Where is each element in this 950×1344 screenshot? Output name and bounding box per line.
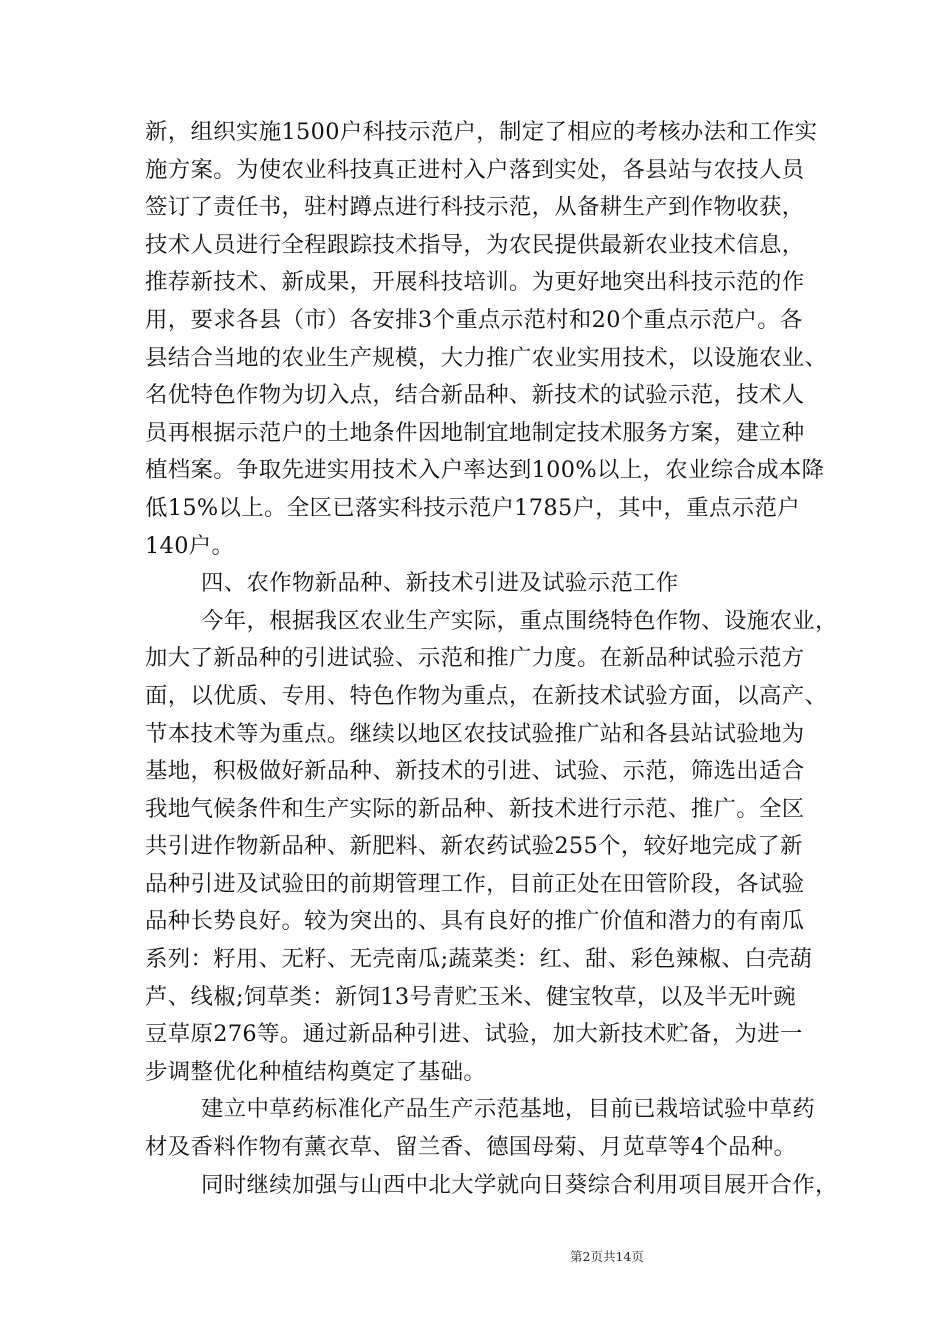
paragraph-start-line: 同时继续加强与山西中北大学就向日葵综合利用项目展开合作， [201,1171,838,1198]
text-line: 推荐新技术、新成果，开展科技培训。为更好地突出科技示范的作 [145,269,805,296]
text-line: 员再根据示范户的土地条件因地制宜地制定技术服务方案，建立种 [145,419,805,446]
text-line: 新，组织实施1500户科技示范户，制定了相应的考核办法和工作实 [145,119,818,145]
page-number-footer: 第2页共14页 [570,1249,644,1264]
text-line: 节本技术等为重点。继续以地区农技试验推广站和各县站试验地为 [145,720,805,747]
text-line: 品种引进及试验田的前期管理工作，目前正处在田管阶段，各试验 [145,870,805,897]
text-line: 材及香料作物有薰衣草、留兰香、德国母菊、月苋草等4个品种。 [145,1134,797,1161]
text-line: 签订了责任书，驻村蹲点进行科技示范，从备耕生产到作物收获， [145,194,805,221]
text-line: 县结合当地的农业生产规模，大力推广农业实用技术，以设施农业、 [145,344,828,371]
text-line: 技术人员进行全程跟踪技术指导，为农民提供最新农业技术信息， [145,231,805,258]
section-heading: 四、农作物新品种、新技术引进及试验示范工作 [201,570,679,597]
paragraph-start-line: 建立中草药标准化产品生产示范基地，目前已栽培试验中草药 [201,1096,815,1123]
body-text [145,114,838,1204]
text-line: 豆草原276等。通过新品种引进、试验，加大新技术贮备，为进一 [145,1021,803,1048]
text-line: 名优特色作物为切入点，结合新品种、新技术的试验示范，技术人 [145,382,805,409]
text-line: 加大了新品种的引进试验、示范和推广力度。在新品种试验示范方 [145,645,805,672]
text-line: 品种长势良好。较为突出的、具有良好的推广价值和潜力的有南瓜 [145,908,805,935]
text-line: 低15%以上。全区已落实科技示范户1785户，其中，重点示范户 [145,494,800,521]
text-line: 我地气候条件和生产实际的新品种、新技术进行示范、推广。全区 [145,795,805,822]
paragraph-start-line: 今年，根据我区农业生产实际，重点围绕特色作物、设施农业， [201,607,838,634]
text-line: 基地，积极做好新品种、新技术的引进、试验、示范，筛选出适合 [145,758,805,785]
text-line: 芦、线椒;饲草类：新饲13号青贮玉米、健宝牧草，以及半无叶豌 [145,983,797,1010]
text-line: 面，以优质、专用、特色作物为重点，在新技术试验方面，以高产、 [145,682,828,709]
text-line: 植档案。争取先进实用技术入户率达到100%以上，农业综合成本降 [145,457,825,484]
text-line: 施方案。为使农业科技真正进村入户落到实处，各县站与农技人员 [145,156,805,183]
text-line: 共引进作物新品种、新肥料、新农药试验255个，较好地完成了新 [145,833,803,860]
text-line: 140户。 [145,532,235,559]
text-line: 系列：籽用、无籽、无壳南瓜;蔬菜类：红、甜、彩色辣椒、白壳葫 [145,946,813,973]
text-line: 步调整优化种植结构奠定了基础。 [145,1058,487,1085]
text-line: 用，要求各县（市）各安排3个重点示范村和20个重点示范户。各 [145,306,803,333]
